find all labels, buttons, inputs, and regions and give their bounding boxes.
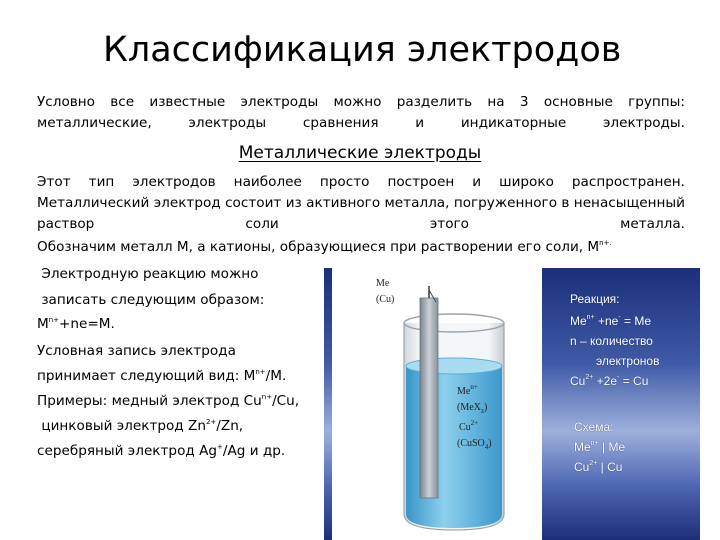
example-silver-rest: /Ag и др. <box>222 443 286 459</box>
n-definition-1: n – количество <box>570 334 653 348</box>
scheme-1-sup: n+ <box>590 440 599 447</box>
reaction-eq-fig <box>570 314 651 328</box>
scheme-title: Схема: <box>574 420 614 434</box>
reaction-m: M <box>37 316 49 332</box>
cu-salt-sub: 4 <box>484 443 489 451</box>
scheme-1-b: | Me <box>598 440 626 454</box>
ion-salt-sub: z <box>480 407 484 415</box>
example-copper-rest: /Cu, <box>272 393 300 409</box>
notation-sup: n+. <box>599 239 612 247</box>
example-silver <box>37 443 285 459</box>
section-subtitle <box>0 143 720 163</box>
cu-salt-end: ) <box>488 438 492 449</box>
electrode-illustration <box>324 268 700 540</box>
example-copper <box>37 393 299 409</box>
n-definition-2: электронов <box>596 354 660 368</box>
notation-line <box>37 239 612 255</box>
reaction-sup: n+ <box>48 316 60 324</box>
scheme-line-1 <box>574 440 625 454</box>
cu-eq-a: Cu <box>570 374 586 388</box>
example-copper-text: Примеры: медный электрод Cu <box>37 393 262 409</box>
record-line-1: Условная запись электрода <box>37 343 236 359</box>
cu-salt-text: (CuSO <box>457 438 485 449</box>
notation-text: Обозначим металл М, а катионы, образующиеся при растворении его соли, М <box>37 239 600 255</box>
record-rest: /M. <box>265 368 287 384</box>
electrode-figure <box>324 268 700 540</box>
scheme-2-b: | Cu <box>597 460 623 474</box>
ion-label-sup: n+ <box>470 383 478 391</box>
reaction-eq-c: = Me <box>620 314 652 328</box>
reaction-eq-a: Me <box>570 314 587 328</box>
cu-ion-sup: 2+ <box>470 419 479 427</box>
cu-eq-b-sup: - <box>617 374 620 381</box>
scheme-2-sup: 2+ <box>589 460 598 467</box>
definition-paragraph: Этот тип электродов наиболее просто построен и широко распространен. Металлический электрод состоит из активного металла, погруженного в ненасыщенный раствор соли этого металла. <box>37 174 685 232</box>
reaction-equation <box>37 316 115 332</box>
example-zinc-rest: /Zn, <box>216 418 244 434</box>
scheme-2-a: Cu <box>574 460 590 474</box>
example-zinc-text: цинковый электрод Zn <box>37 418 206 434</box>
reaction-eq-b-sup: - <box>618 314 621 321</box>
reaction-rest: +ne=M. <box>59 316 115 332</box>
example-copper-sup: n+ <box>261 393 273 401</box>
cu-eq-c: = Cu <box>619 374 649 388</box>
reaction-intro-1: Электродную реакцию можно <box>37 266 259 282</box>
cu-eq-a-sup: 2+ <box>585 374 594 381</box>
example-zinc <box>37 418 243 434</box>
reaction-eq-b: +ne <box>594 314 619 328</box>
scheme-line-2 <box>574 460 622 474</box>
ion-salt-end: ) <box>484 402 488 413</box>
cu-equation <box>570 374 648 388</box>
electrode-label-me: Me <box>376 278 390 289</box>
cu-eq-b: +2e <box>593 374 618 388</box>
example-silver-sup: + <box>217 443 223 451</box>
record-line-2 <box>37 368 286 384</box>
cu-ion-text: Cu <box>459 422 471 433</box>
example-silver-text: серебряный электрод Ag <box>37 443 218 459</box>
reaction-title: Реакция: <box>570 292 620 306</box>
section-subtitle-text: Металлические электроды <box>238 143 482 163</box>
reaction-intro-2: записать следующим образом: <box>37 292 265 308</box>
record-sup: n+ <box>255 368 266 376</box>
metal-electrode <box>420 298 438 498</box>
scheme-1-a: Me <box>574 440 591 454</box>
record-text: принимает следующий вид: M <box>37 368 256 384</box>
ion-salt-text: (MeX <box>457 402 481 413</box>
example-zinc-sup: 2+ <box>205 418 217 426</box>
intro-paragraph: Условно все известные электроды можно разделить на 3 основные группы: металлические, электроды сравнения и индикаторные электроды. <box>37 94 685 131</box>
ion-label-me: Me <box>457 386 471 397</box>
slide-title: Классификация электродов <box>103 30 622 70</box>
electrode-label-cu: (Cu) <box>376 294 395 305</box>
reaction-eq-a-sup: n+ <box>586 314 595 321</box>
